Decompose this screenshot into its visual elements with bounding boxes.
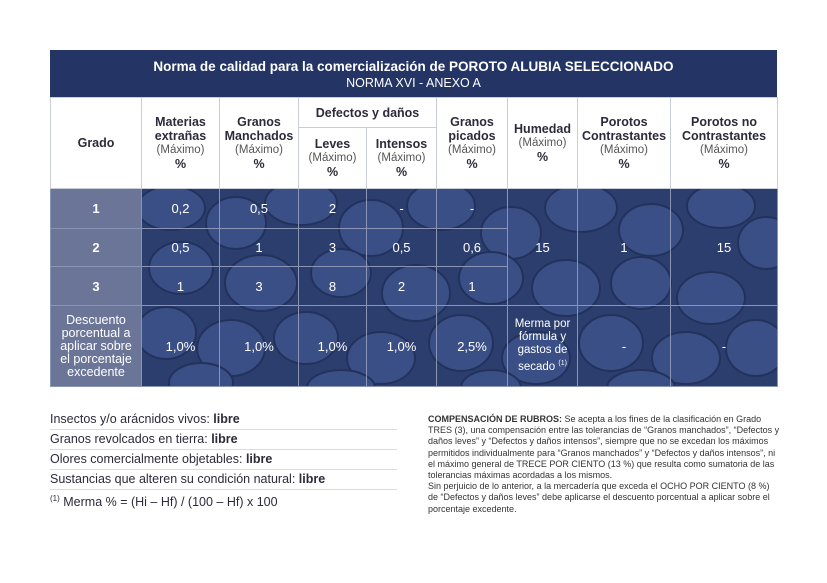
table-row bbox=[51, 189, 778, 229]
cell-picados: - bbox=[437, 189, 508, 229]
cell-grado: 1 bbox=[51, 189, 142, 229]
cell-grado: 3 bbox=[51, 267, 142, 306]
header-manchados: Granos Manchados (Máximo) % bbox=[220, 98, 299, 189]
header-no-contrastantes: Porotos no Contrastantes (Máximo) % bbox=[671, 98, 778, 189]
cell-descuento-manchados: 1,0% bbox=[220, 306, 299, 387]
header-materias: Materias extrañas (Máximo) % bbox=[142, 98, 220, 189]
cell-leves: 2 bbox=[299, 189, 367, 229]
header-defectos: Defectos y daños bbox=[299, 98, 437, 128]
cell-no-contrastantes: 15 bbox=[671, 189, 778, 306]
cell-materias: 0,2 bbox=[142, 189, 220, 229]
table-title-main: Norma de calidad para la comercialización de POROTO ALUBIA SELECCIONADO bbox=[153, 59, 674, 74]
header-intensos: Intensos (Máximo) % bbox=[367, 128, 437, 189]
notes-list bbox=[50, 410, 397, 509]
cell-picados: 0,6 bbox=[437, 229, 508, 267]
table-body-container bbox=[50, 97, 777, 387]
table-title bbox=[50, 50, 777, 97]
quality-table-container bbox=[50, 50, 777, 387]
cell-descuento-contrastantes: - bbox=[578, 306, 671, 387]
cell-descuento-materias: 1,0% bbox=[142, 306, 220, 387]
cell-leves: 8 bbox=[299, 267, 367, 306]
header-contrastantes: Porotos Contrastantes (Máximo) % bbox=[578, 98, 671, 189]
cell-descuento-humedad: Merma por fórmula y gastos de secado $^{(1)}$ bbox=[508, 306, 578, 387]
compensacion-paragraph-1: COMPENSACIÓN DE RUBROS: Se acepta a los fines de la clasificación en Grado TRES (3), una compensación entre las tolerancias de “Granos manchados”, “Defectos y daños leves” y “Defectos y daños intensos”, siempre que no se excedan los máximos permitidos individualmente para “Granos manchados” y “Defectos y daños intensos”, ni el máximo general de TRECE POR CIENTO (13 %) que resulta como sumatoria de las tolerancias máximas acordadas a los mismos. bbox=[428, 414, 780, 481]
formula-note: $^{(1)}$ Merma % = (Hi – Hf) / (100 – Hf) x 100 bbox=[50, 494, 278, 510]
header-humedad: Humedad (Máximo) % bbox=[508, 98, 578, 189]
cell-manchados: 3 bbox=[220, 267, 299, 306]
compensacion-paragraph-2: Sin perjuicio de lo anterior, a la mercadería que exceda el OCHO POR CIENTO (8 %) de “Defectos y daños leves” debe aplicarse el descuento porcentual a aplicar sobre el porcentaje excedente. bbox=[428, 481, 770, 514]
cell-descuento-picados: 2,5% bbox=[437, 306, 508, 387]
compensacion-text bbox=[428, 414, 780, 515]
cell-intensos: 0,5 bbox=[367, 229, 437, 267]
cell-materias: 1 bbox=[142, 267, 220, 306]
header-leves: Leves (Máximo) % bbox=[299, 128, 367, 189]
cell-grado: 2 bbox=[51, 229, 142, 267]
cell-descuento-no-contrastantes: - bbox=[671, 306, 778, 387]
cell-humedad: 15 bbox=[508, 189, 578, 306]
cell-manchados: 0,5 bbox=[220, 189, 299, 229]
cell-manchados: 1 bbox=[220, 229, 299, 267]
header-picados: Granos picados (Máximo) % bbox=[437, 98, 508, 189]
cell-descuento-intensos: 1,0% bbox=[367, 306, 437, 387]
table-row-descuento bbox=[51, 306, 778, 387]
header-grado: Grado bbox=[51, 98, 142, 189]
note-item: Granos revolcados en tierra: libre bbox=[50, 430, 397, 450]
cell-descuento-leves: 1,0% bbox=[299, 306, 367, 387]
cell-leves: 3 bbox=[299, 229, 367, 267]
quality-table bbox=[50, 97, 778, 387]
cell-picados: 1 bbox=[437, 267, 508, 306]
note-item: Sustancias que alteren su condición natural: libre bbox=[50, 470, 397, 490]
note-item: Olores comercialmente objetables: libre bbox=[50, 450, 397, 470]
table-title-sub: NORMA XVI - ANEXO A bbox=[346, 76, 481, 90]
cell-intensos: - bbox=[367, 189, 437, 229]
cell-contrastantes: 1 bbox=[578, 189, 671, 306]
note-item: Insectos y/o arácnidos vivos: libre bbox=[50, 410, 397, 430]
cell-descuento-label: Descuento porcentual a aplicar sobre el porcentaje excedente bbox=[51, 306, 142, 387]
cell-materias: 0,5 bbox=[142, 229, 220, 267]
cell-intensos: 2 bbox=[367, 267, 437, 306]
